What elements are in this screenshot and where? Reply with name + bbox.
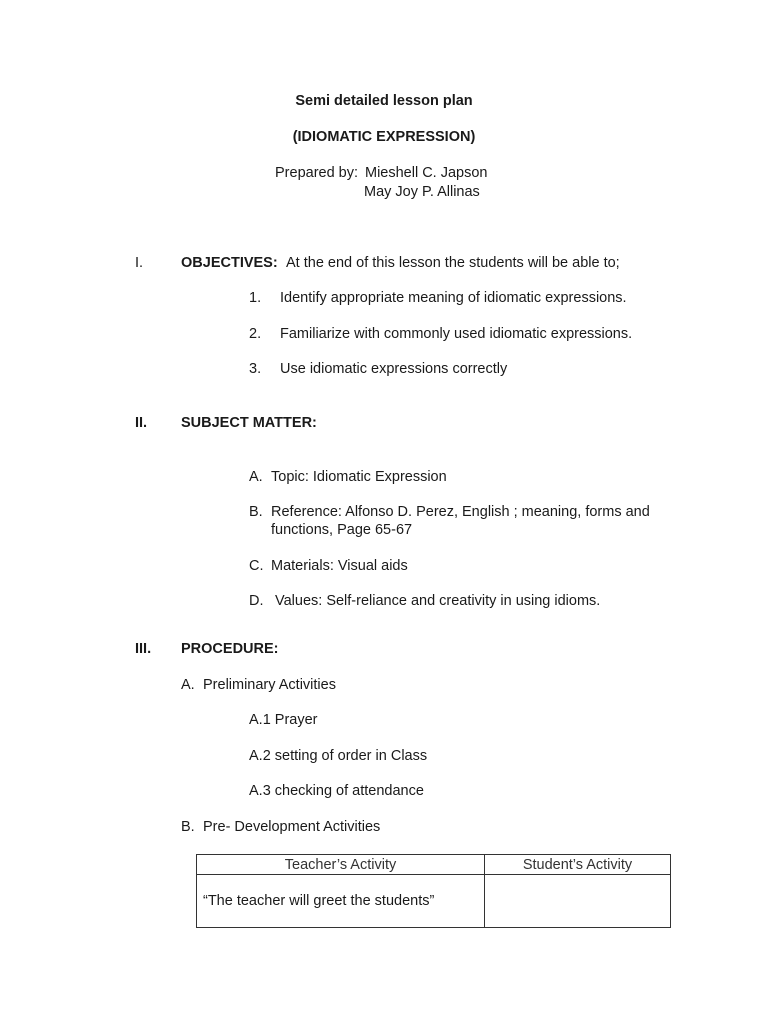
preliminary-activity-item: A.2 setting of order in Class [249, 748, 428, 764]
prepared-by-label: Prepared by: [275, 165, 359, 181]
student-activity-cell [485, 875, 671, 928]
student-activity-header: Student’s Activity [485, 855, 671, 875]
objective-text: Use idiomatic expressions correctly [280, 361, 508, 377]
subject-item-text: Materials: Visual aids [271, 558, 408, 574]
preliminary-activity-item: A.1 Prayer [249, 712, 318, 728]
objective-number: 3. [249, 361, 262, 377]
subject-item-letter: C. [249, 558, 264, 574]
activity-table [196, 854, 671, 928]
subject-item-text: Topic: Idiomatic Expression [271, 469, 447, 485]
author-2: May Joy P. Allinas [364, 184, 480, 200]
objectives-intro: At the end of this lesson the students will be able to; [286, 255, 620, 271]
procedure-section-letter: B. [181, 819, 195, 835]
objectives-numeral: I. [135, 255, 144, 271]
objective-number: 1. [249, 290, 262, 306]
subject-item-letter: A. [249, 469, 263, 485]
procedure-section-label: Preliminary Activities [203, 677, 336, 693]
objective-number: 2. [249, 326, 262, 342]
procedure-section-label: Pre- Development Activities [203, 819, 381, 835]
subject-item-text: Reference: Alfonso D. Perez, English ; meaning, forms and [271, 504, 650, 520]
subject-item-letter: D. [249, 593, 264, 609]
procedure-numeral: III. [135, 641, 152, 657]
subject-matter-numeral: II. [135, 415, 148, 431]
objective-text: Identify appropriate meaning of idiomatic expressions. [280, 290, 627, 306]
document-subtitle: (IDIOMATIC EXPRESSION) [292, 129, 476, 145]
preliminary-activity-item: A.3 checking of attendance [249, 783, 424, 799]
objective-text: Familiarize with commonly used idiomatic expressions. [280, 326, 633, 342]
subject-item-text-continued: functions, Page 65-67 [271, 522, 413, 538]
teacher-activity-cell: “The teacher will greet the students” [197, 875, 485, 928]
table-row [197, 875, 671, 928]
objectives-heading: OBJECTIVES: [181, 255, 278, 271]
author-1: Mieshell C. Japson [365, 165, 488, 181]
procedure-section-letter: A. [181, 677, 195, 693]
procedure-heading: PROCEDURE: [181, 641, 279, 657]
teacher-activity-header: Teacher’s Activity [197, 855, 485, 875]
table-header-row [197, 855, 671, 875]
subject-item-letter: B. [249, 504, 263, 520]
subject-matter-heading: SUBJECT MATTER: [181, 415, 317, 431]
subject-item-text: Values: Self-reliance and creativity in using idioms. [275, 593, 601, 609]
document-title: Semi detailed lesson plan [295, 93, 473, 109]
